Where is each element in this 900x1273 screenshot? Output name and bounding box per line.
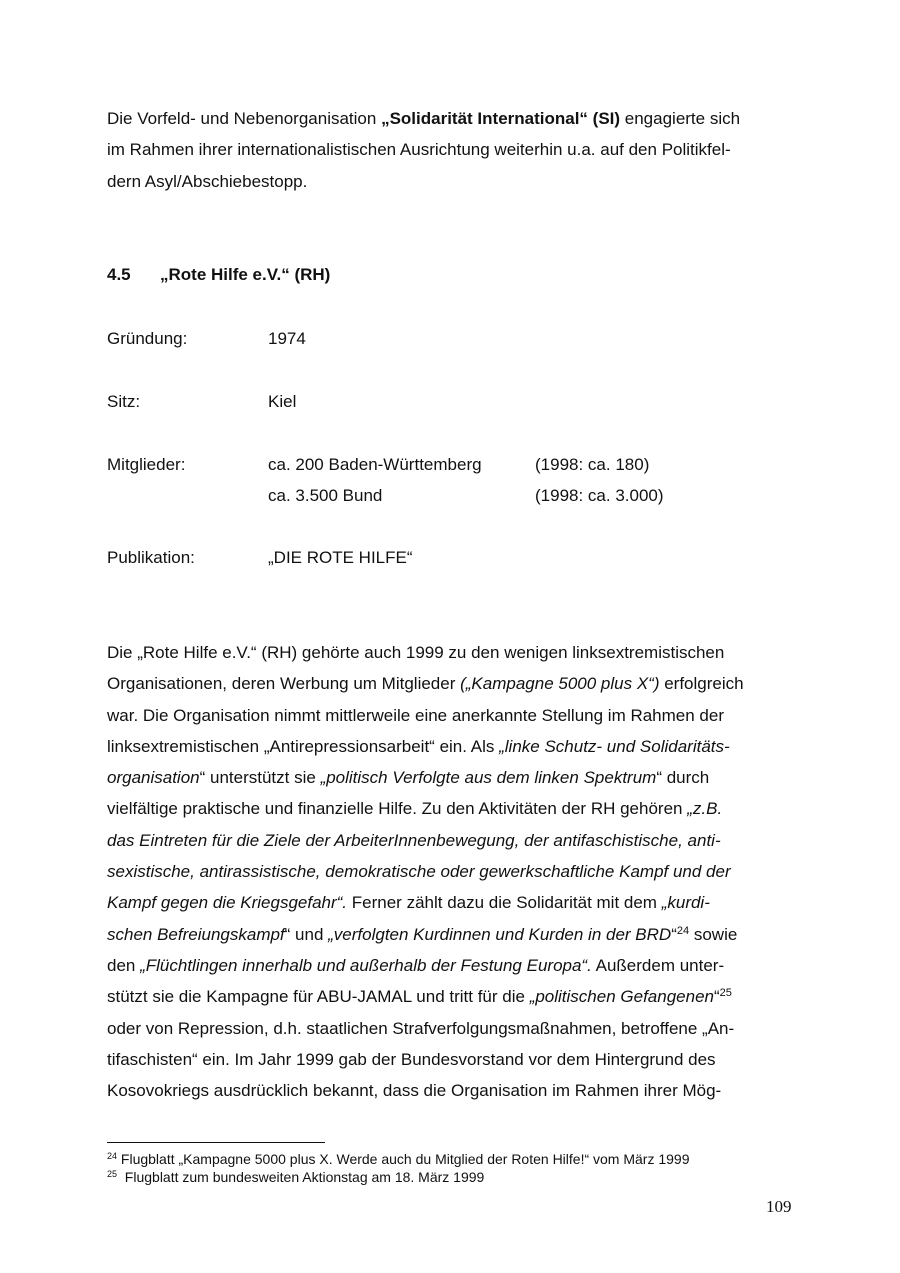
footnote-ref-25[interactable]: 25 [719, 987, 732, 1000]
body-line-5 [107, 762, 797, 793]
intro-line-2: im Rahmen ihrer internationalistischen Ausrichtung weiterhin u.a. auf den Politikfel- [107, 140, 731, 160]
page-number: 109 [766, 1197, 792, 1216]
footnote-24 [107, 1150, 690, 1168]
quote-italic: schen Befreiungskampf [107, 924, 285, 944]
quote-italic: sexistische, antirassistische, demokratische oder gewerkschaftliche Kampf und der [107, 862, 731, 882]
founding-label: Gründung: [107, 329, 188, 348]
section-title: „Rote Hilfe e.V.“ (RH) [160, 265, 331, 284]
main-paragraph [107, 637, 797, 1106]
body-line-13: oder von Repression, d.h. staatlichen Strafverfolgungsmaßnahmen, betroffene „An- [107, 1018, 735, 1038]
intro-line-1 [107, 103, 797, 134]
body-text: stützt sie die Kampagne für ABU-JAMAL und tritt für die [107, 987, 530, 1007]
intro-paragraph [107, 103, 797, 197]
quote-italic: „linke Schutz- und Solidaritäts- [499, 736, 730, 756]
quote-italic: Kampf gegen die Kriegsgefahr“. [107, 893, 348, 913]
body-line-4 [107, 731, 797, 762]
body-text: “ [671, 924, 677, 944]
body-line-9 [107, 887, 797, 918]
quote-italic: das Eintreten für die Ziele der ArbeiterInnenbewegung, der antifaschistische, anti- [107, 830, 721, 850]
publication-value: „DIE ROTE HILFE“ [268, 548, 413, 567]
members-federal-value: ca. 3.500 Bund [268, 486, 383, 505]
quote-italic: „kurdi- [661, 893, 710, 913]
body-line-11 [107, 950, 797, 981]
body-line-8 [107, 856, 797, 887]
footnote-number: 25 [107, 1169, 118, 1179]
founding-value: 1974 [268, 329, 306, 348]
body-text: den [107, 955, 141, 975]
footnote-separator [107, 1142, 325, 1143]
members-label: Mitglieder: [107, 455, 186, 474]
body-line-7 [107, 825, 797, 856]
footnotes [107, 1150, 690, 1186]
seat-value: Kiel [268, 392, 297, 411]
body-line-15: Kosovokriegs ausdrücklich bekannt, dass die Organisation im Rahmen ihrer Mög- [107, 1081, 722, 1101]
quote-italic: „politischen Gefangenen [529, 987, 714, 1007]
publication-label: Publikation: [107, 548, 195, 567]
section-heading [107, 262, 330, 288]
body-text: Ferner zählt dazu die Solidarität mit dem [347, 893, 662, 913]
body-line-1: Die „Rote Hilfe e.V.“ (RH) gehörte auch 1999 zu den wenigen linksextremistischen [107, 643, 725, 662]
body-text: “ unterstützt sie [199, 768, 321, 788]
body-text: erfolgreich [659, 674, 744, 694]
footnote-25 [107, 1168, 690, 1186]
members-bw-previous: (1998: ca. 180) [535, 455, 650, 474]
intro-text: engagierte sich [620, 109, 741, 128]
members-bw-value: ca. 200 Baden-Württemberg [268, 455, 482, 474]
section-number: 4.5 [107, 265, 131, 284]
campaign-name: („Kampagne 5000 plus X“) [460, 674, 660, 694]
body-line-14: tifaschisten“ ein. Im Jahr 1999 gab der Bundesvorstand vor dem Hintergrund des [107, 1049, 716, 1069]
members-federal-previous: (1998: ca. 3.000) [535, 486, 664, 505]
footnote-number: 24 [107, 1151, 118, 1161]
intro-line-3: dern Asyl/Abschiebestopp. [107, 171, 308, 191]
body-line-2 [107, 668, 797, 699]
quote-italic: „z.B. [687, 799, 723, 819]
body-text: linksextremistischen „Antirepressionsarbeit“ ein. Als [107, 736, 500, 756]
body-line-3: war. Die Organisation nimmt mittlerweile eine anerkannte Stellung im Rahmen der [107, 705, 725, 725]
body-line-12 [107, 981, 797, 1012]
body-line-10 [107, 919, 797, 950]
intro-text: Die Vorfeld- und Nebenorganisation [107, 109, 382, 128]
quote-italic: organisation [107, 768, 200, 788]
body-text: Außerdem unter- [591, 955, 725, 975]
body-text: “ [713, 987, 720, 1007]
footnote-ref-24[interactable]: 24 [676, 924, 690, 937]
body-text: sowie [689, 924, 738, 944]
body-text: “ und [284, 924, 329, 944]
footnote-text: Flugblatt zum bundesweiten Aktionstag am 18. März 1999 [117, 1169, 485, 1185]
body-line-6 [107, 793, 797, 824]
quote-italic: „politisch Verfolgte aus dem linken Spektrum [320, 768, 657, 788]
body-text: “ durch [656, 768, 710, 788]
footnote-text: Flugblatt „Kampagne 5000 plus X. Werde auch du Mitglied der Roten Hilfe!“ vom März 1999 [117, 1151, 690, 1167]
body-text: Organisationen, deren Werbung um Mitglieder [107, 674, 461, 694]
seat-label: Sitz: [107, 392, 141, 411]
organisation-name-si: „Solidarität International“ (SI) [381, 109, 621, 128]
body-text: vielfältige praktische und finanzielle Hilfe. Zu den Aktivitäten der RH gehören [107, 799, 688, 819]
quote-italic: „verfolgten Kurdinnen und Kurden in der BRD [328, 924, 672, 944]
quote-italic: „Flüchtlingen innerhalb und außerhalb der Festung Europa“. [140, 955, 592, 975]
